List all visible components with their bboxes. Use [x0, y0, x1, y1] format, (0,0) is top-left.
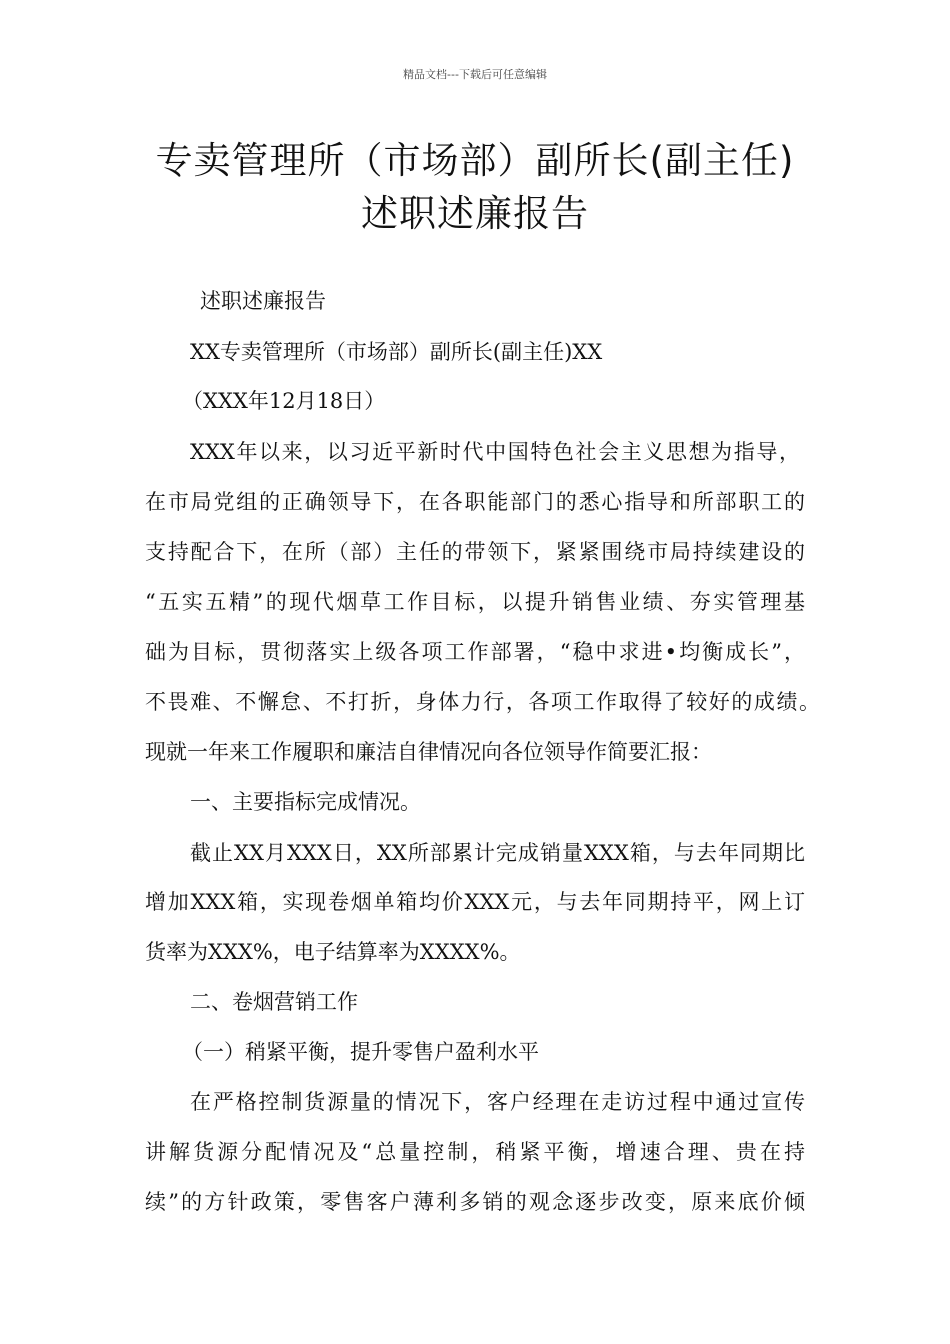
section-heading-2: 二、卷烟营销工作	[190, 990, 358, 1014]
paragraph-line: 现就一年来工作履职和廉洁自律情况向各位领导作简要汇报：	[145, 740, 712, 764]
report-heading: 述职述廉报告	[200, 289, 326, 313]
paragraph-line: XXX年以来，以习近平新时代中国特色社会主义思想为指导，	[190, 440, 800, 464]
document-title-line-1: 专卖管理所（市场部）副所长(副主任)	[155, 139, 795, 182]
paragraph-line: 在市局党组的正确领导下，在各职能部门的悉心指导和所部职工的	[145, 490, 805, 514]
header-note: 精品文档---下载后可任意编辑	[403, 68, 547, 81]
paragraph-line: 货率为XXX%，电子结算率为XXXX%。	[145, 940, 521, 964]
paragraph-line: 不畏难、不懈怠、不打折，身体力行，各项工作取得了较好的成绩。	[145, 690, 820, 714]
date-line: （XXX年12月18日）	[182, 389, 386, 413]
section-heading-1: 一、主要指标完成情况。	[190, 790, 421, 814]
paragraph-line: “五实五精”的现代烟草工作目标，以提升销售业绩、夯实管理基	[145, 590, 805, 614]
paragraph-line: 增加XXX箱，实现卷烟单箱均价XXX元，与去年同期持平，网上订	[145, 890, 805, 914]
subsection-heading: （一）稍紧平衡，提升零售户盈利水平	[182, 1040, 539, 1064]
paragraph-line: 支持配合下，在所（部）主任的带领下，紧紧围绕市局持续建设的	[145, 540, 805, 564]
paragraph-line: 在严格控制货源量的情况下，客户经理在走访过程中通过宣传	[190, 1090, 805, 1114]
paragraph-line: 截止XX月XXX日，XX所部累计完成销量XXX箱，与去年同期比	[190, 841, 805, 865]
reporter-line: XX专卖管理所（市场部）副所长(副主任)XX	[190, 340, 603, 364]
paragraph-line: 续”的方针政策，零售客户薄利多销的观念逐步改变，原来底价倾	[145, 1190, 805, 1214]
document-title-line-2: 述职述廉报告	[361, 192, 589, 235]
paragraph-line: 讲解货源分配情况及“总量控制，稍紧平衡，增速合理、贵在持	[145, 1140, 805, 1164]
paragraph-line: 础为目标，贯彻落实上级各项工作部署，“稳中求进•均衡成长”，	[145, 640, 805, 664]
